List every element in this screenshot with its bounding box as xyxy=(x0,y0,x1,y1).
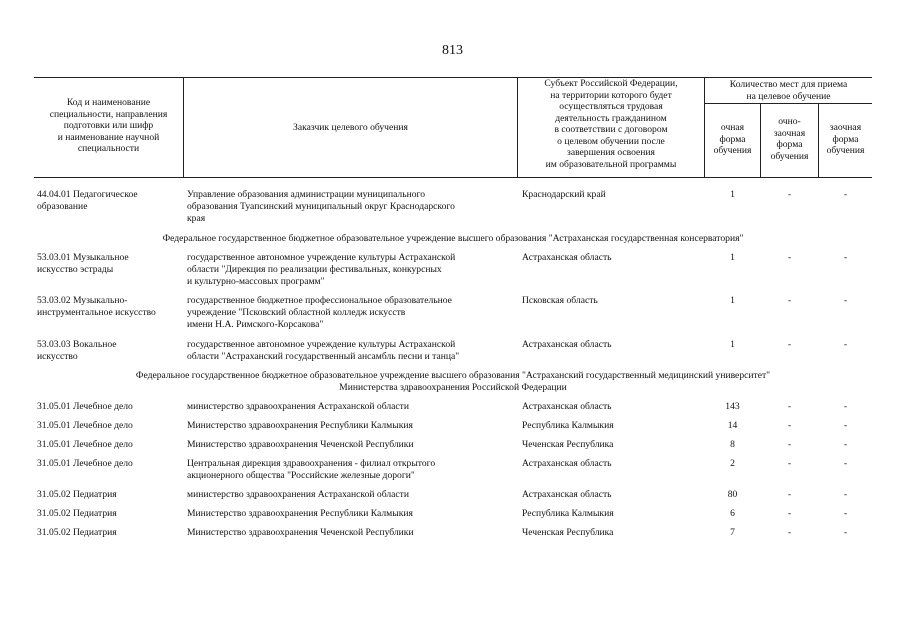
header-extramural: заочная форма обучения xyxy=(826,122,865,156)
table-row-code: 31.05.01 Лечебное дело xyxy=(37,458,133,469)
header-customer: Заказчик целевого обучения xyxy=(293,122,408,133)
table-row-extramural: - xyxy=(843,401,848,412)
table-row-region: Астраханская область xyxy=(522,401,612,412)
table-row-parttime: - xyxy=(787,420,792,431)
table-row-customer: министерство здравоохранения Астраханской области xyxy=(187,489,409,500)
table-row-customer: государственное автономное учреждение культуры Астраханской области "Астраханский государственный ансамбль песни и танца" xyxy=(187,339,460,362)
table-row-code: 31.05.01 Лечебное дело xyxy=(37,401,133,412)
table-row-code: 53.03.01 Музыкальное искусство эстрады xyxy=(37,252,129,275)
table-row-parttime: - xyxy=(787,458,792,469)
table-row-region: Псковская область xyxy=(522,295,598,306)
table-row-fulltime: 8 xyxy=(730,439,735,450)
header-fulltime: очная форма обучения xyxy=(713,122,752,156)
table-row-code: 31.05.02 Педиатрия xyxy=(37,489,117,500)
header-places-group: Количество мест для приема на целевое обучение xyxy=(729,79,848,102)
table-row-parttime: - xyxy=(787,252,792,263)
table-row-parttime: - xyxy=(787,508,792,519)
header-code: Код и наименование специальности, направления подготовки или шифр и наименование научной специальности xyxy=(49,97,168,154)
table-row-customer: Министерство здравоохранения Чеченской Республики xyxy=(187,439,414,450)
table-row-extramural: - xyxy=(843,189,848,200)
table-row-customer: Министерство здравоохранения Республики Калмыкия xyxy=(187,508,413,519)
group-title: Федеральное государственное бюджетное образовательное учреждение высшего образования "Астраханская государственная консерватория" xyxy=(162,233,744,244)
table-row-code: 53.03.02 Музыкально- инструментальное искусство xyxy=(37,295,156,318)
table-row-region: Республика Калмыкия xyxy=(522,508,614,519)
table-row-fulltime: 7 xyxy=(730,527,735,538)
table-row-parttime: - xyxy=(787,295,792,306)
table-row-customer: Министерство здравоохранения Чеченской Республики xyxy=(187,527,414,538)
table-row-parttime: - xyxy=(787,189,792,200)
table-row-parttime: - xyxy=(787,489,792,500)
table-row-region: Астраханская область xyxy=(522,252,612,263)
table-row-code: 44.04.01 Педагогическое образование xyxy=(37,189,138,212)
table-row-extramural: - xyxy=(843,439,848,450)
table-row-code: 31.05.01 Лечебное дело xyxy=(37,420,133,431)
header-subdivider xyxy=(704,103,872,104)
table-row-fulltime: 14 xyxy=(727,420,738,431)
table-row-customer: Министерство здравоохранения Республики Калмыкия xyxy=(187,420,413,431)
table-row-code: 31.05.01 Лечебное дело xyxy=(37,439,133,450)
table-row-parttime: - xyxy=(787,527,792,538)
table-row-extramural: - xyxy=(843,489,848,500)
table-row-fulltime: 1 xyxy=(730,295,735,306)
table-row-fulltime: 80 xyxy=(727,489,738,500)
table-row-customer: Центральная дирекция здравоохранения - филиал открытого акционерного общества "Российские железные дороги" xyxy=(187,458,436,481)
table-row-fulltime: 1 xyxy=(730,339,735,350)
header-parttime: очно- заочная форма обучения xyxy=(770,116,809,162)
table-row-region: Астраханская область xyxy=(522,458,612,469)
page-number: 813 xyxy=(442,43,463,58)
table-row-code: 53.03.03 Вокальное искусство xyxy=(37,339,117,362)
table-row-extramural: - xyxy=(843,508,848,519)
table-row-fulltime: 2 xyxy=(730,458,735,469)
table-row-customer: государственное бюджетное профессиональное образовательное учреждение "Псковский областной колледж искусств имени Н.А. Римского-Корсакова" xyxy=(187,295,452,330)
table-row-customer: Управление образования администрации муниципального образования Туапсинский муниципальный округ Краснодарского края xyxy=(187,189,455,224)
table-row-extramural: - xyxy=(843,527,848,538)
table-row-code: 31.05.02 Педиатрия xyxy=(37,508,117,519)
table-row-extramural: - xyxy=(843,295,848,306)
table-row-extramural: - xyxy=(843,420,848,431)
table-row-extramural: - xyxy=(843,252,848,263)
table-row-fulltime: 143 xyxy=(725,401,740,412)
table-row-region: Чеченская Республика xyxy=(522,527,614,538)
table-row-fulltime: 6 xyxy=(730,508,735,519)
table-row-fulltime: 1 xyxy=(730,252,735,263)
table-row-customer: министерство здравоохранения Астраханской области xyxy=(187,401,409,412)
table-row-region: Республика Калмыкия xyxy=(522,420,614,431)
table-row-region: Астраханская область xyxy=(522,489,612,500)
table-row-extramural: - xyxy=(843,458,848,469)
table-row-parttime: - xyxy=(787,401,792,412)
table-row-customer: государственное автономное учреждение культуры Астраханской области "Дирекция по реализации фестивальных, конкурсных и культурно-массовых программ" xyxy=(187,252,456,287)
table-top-rule xyxy=(34,77,872,78)
table-row-fulltime: 1 xyxy=(730,189,735,200)
table-row-region: Чеченская Республика xyxy=(522,439,614,450)
header-region: Субъект Российской Федерации, на территории которого будет осуществляться трудовая деятельность гражданином в соответствии с договором о целевом обучении после завершения освоения им образовательной программы xyxy=(544,78,678,170)
table-row-parttime: - xyxy=(787,339,792,350)
table-row-code: 31.05.02 Педиатрия xyxy=(37,527,117,538)
header-bottom-rule xyxy=(34,177,872,178)
table-row-parttime: - xyxy=(787,439,792,450)
group-title: Федеральное государственное бюджетное образовательное учреждение высшего образования "Астраханский государственный медицинский университет" Министерства здравоохранения Российской Федерации xyxy=(135,370,771,393)
table-row-extramural: - xyxy=(843,339,848,350)
table-row-region: Астраханская область xyxy=(522,339,612,350)
table-row-region: Краснодарский край xyxy=(522,189,606,200)
